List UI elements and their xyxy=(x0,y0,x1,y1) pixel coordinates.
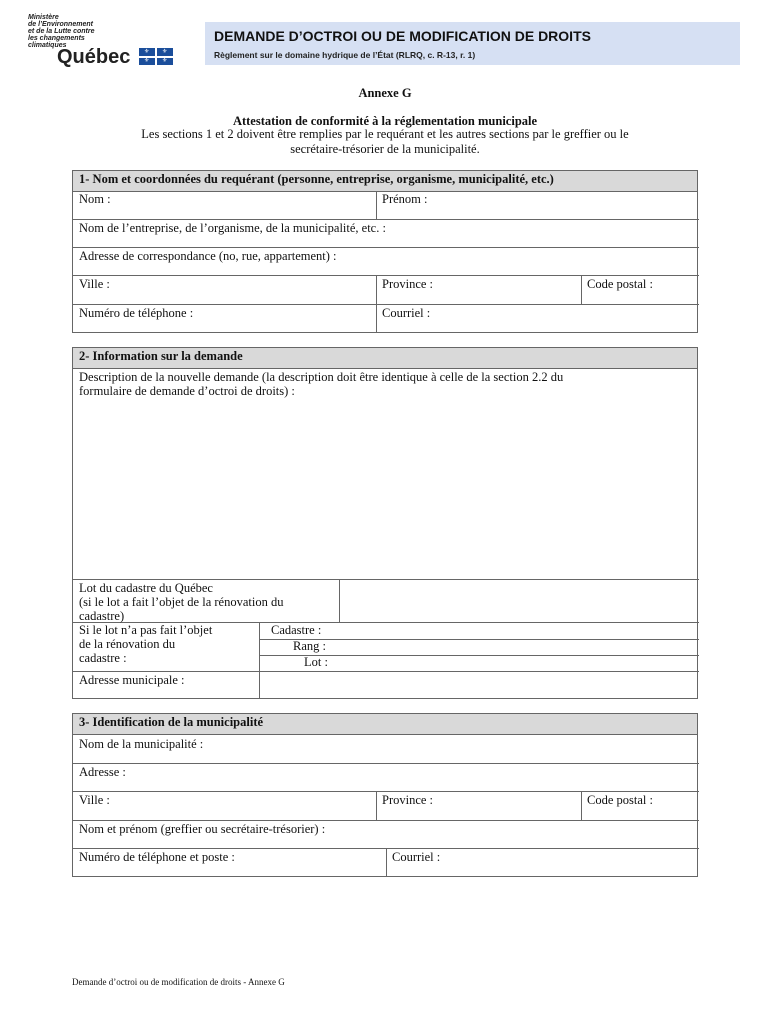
cadastre-field[interactable]: Cadastre : xyxy=(271,623,322,637)
description-label: formulaire de demande d’octroi de droits) : xyxy=(79,384,295,398)
intro-text: secrétaire-trésorier de la municipalité. xyxy=(290,142,480,156)
lot-cadastre-label: cadastre) xyxy=(79,609,125,623)
form-title: DEMANDE D’OCTROI OU DE MODIFICATION DE DROITS xyxy=(214,28,591,44)
adresse-correspondance-field[interactable]: Adresse de correspondance (no, rue, appartement) : xyxy=(79,249,337,263)
adresse-municipalite-field[interactable]: Adresse : xyxy=(79,765,126,779)
code-postal-field[interactable]: Code postal : xyxy=(587,277,653,291)
ministry-line: et de la Lutte contre xyxy=(28,28,95,35)
ville-municipalite-field[interactable]: Ville : xyxy=(79,793,110,807)
lot-cadastre-label: Lot du cadastre du Québec xyxy=(79,581,213,595)
quebec-flag-icon: ⚜ ⚜ ⚜ ⚜ xyxy=(139,48,173,65)
courriel-field[interactable]: Courriel : xyxy=(382,306,431,320)
description-label: Description de la nouvelle demande (la description doit être identique à celle de la section 2.2 du xyxy=(79,370,564,384)
non-renovation-label: Si le lot n’a pas fait l’objet xyxy=(79,623,213,637)
non-renovation-label: cadastre : xyxy=(79,651,127,665)
ministry-line: Ministère xyxy=(28,14,59,21)
section-1-table xyxy=(72,170,698,333)
attestation-title: Attestation de conformité à la réglementation municipale xyxy=(232,114,538,128)
code-postal-municipalite-field[interactable]: Code postal : xyxy=(587,793,653,807)
page-footer: Demande d’octroi ou de modification de droits - Annexe G xyxy=(72,977,285,987)
ministry-line: de l’Environnement xyxy=(28,21,93,28)
section-2-title: 2- Information sur la demande xyxy=(73,348,697,369)
ville-field[interactable]: Ville : xyxy=(79,277,110,291)
entreprise-field[interactable]: Nom de l’entreprise, de l’organisme, de la municipalité, etc. : xyxy=(79,221,386,235)
section-1-title: 1- Nom et coordonnées du requérant (personne, entreprise, organisme, municipalité, etc.) xyxy=(73,171,697,192)
rang-field[interactable]: Rang : xyxy=(293,639,326,653)
telephone-field[interactable]: Numéro de téléphone : xyxy=(79,306,194,320)
lot-cadastre-input[interactable] xyxy=(340,580,698,621)
telephone-poste-field[interactable]: Numéro de téléphone et poste : xyxy=(79,850,235,864)
description-input[interactable] xyxy=(73,400,699,578)
prenom-field[interactable]: Prénom : xyxy=(382,192,428,206)
ministry-line: les changements xyxy=(28,35,85,42)
quebec-logo-word: Québec xyxy=(57,46,131,68)
greffier-field[interactable]: Nom et prénom (greffier ou secrétaire-trésorier) : xyxy=(79,822,326,836)
courriel-municipalite-field[interactable]: Courriel : xyxy=(392,850,441,864)
nom-field[interactable]: Nom : xyxy=(79,192,111,206)
annex-label: Annexe G xyxy=(358,86,412,100)
section-3-table xyxy=(72,713,698,877)
ministry-name xyxy=(28,14,123,49)
ministry-line: climatiques xyxy=(28,42,67,49)
lot-field[interactable]: Lot : xyxy=(304,655,328,669)
adresse-municipale-label: Adresse municipale : xyxy=(79,673,185,687)
section-3-title: 3- Identification de la municipalité xyxy=(73,714,697,735)
intro-text: Les sections 1 et 2 doivent être remplies par le requérant et les autres sections par le greffier ou le xyxy=(141,127,629,141)
section-2-table xyxy=(72,347,698,699)
province-field[interactable]: Province : xyxy=(382,277,434,291)
province-municipalite-field[interactable]: Province : xyxy=(382,793,434,807)
non-renovation-label: de la rénovation du xyxy=(79,637,176,651)
lot-cadastre-label: (si le lot a fait l’objet de la rénovation du xyxy=(79,595,284,609)
nom-municipalite-field[interactable]: Nom de la municipalité : xyxy=(79,737,204,751)
form-subtitle: Règlement sur le domaine hydrique de l’État (RLRQ, c. R-13, r. 1) xyxy=(214,50,476,60)
adresse-municipale-input[interactable] xyxy=(260,672,698,699)
